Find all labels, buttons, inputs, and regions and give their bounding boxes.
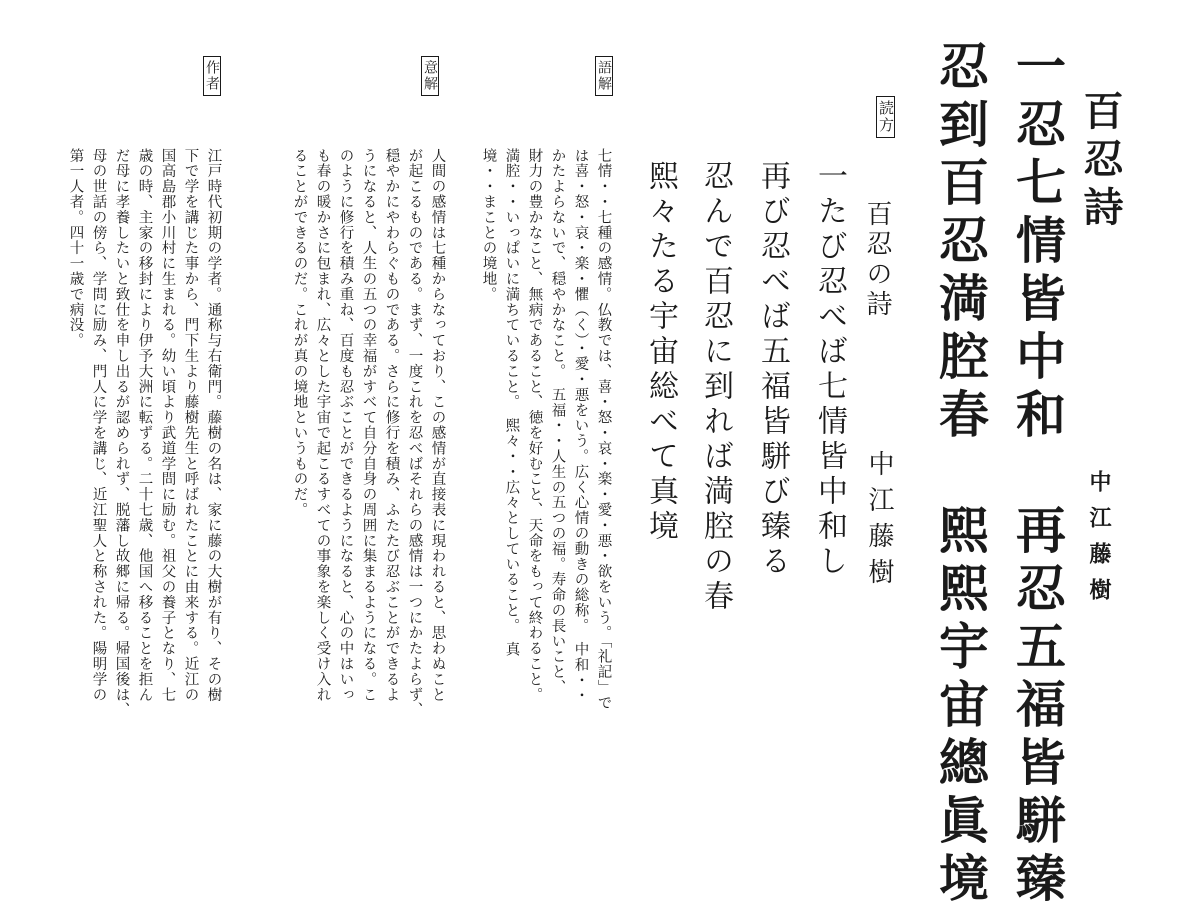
reading-heading: 読方: [876, 96, 895, 138]
meaning-heading: 意解: [421, 56, 439, 96]
poem-line-1: 一忍七情皆中和 再忍五福皆駢臻: [1008, 40, 1067, 910]
reading-line: 熙々たる宇宙総べて真境: [643, 160, 678, 545]
glossary-line: 満腔・・いっぱいに満ちていること。 熙々・・広々としていること。 真: [503, 148, 520, 658]
author-bio-line: 江戸時代初期の学者。通称与右衛門。藤樹の名は、家に藤の大樹が有り、その樹: [205, 148, 222, 703]
reading-line: 忍んで百忍に到れば満腔の春: [698, 160, 733, 615]
glossary-heading: 語解: [595, 56, 613, 96]
glossary-line: 財力の豊かなこと、無病であること、徳を好むこと、天命をもって終わること。: [526, 148, 543, 703]
author-bio-line: 母の世話の傍ら、学問に励み、門人に学を講じ、近江聖人と称された。陽明学の: [90, 148, 107, 703]
author-bio-line: 国高島郡小川村に生まれる。幼い頃より武道学問に励む。祖父の養子となり、七: [159, 148, 176, 703]
meaning-line: のように修行を積み重ね、百度も忍ぶことができるようになると、心の中はいっ: [337, 148, 354, 703]
meaning-line: うになると、人生の五つの幸福がすべて自分自身の周囲に集まるようになる。こ: [360, 148, 377, 703]
poem-title: 百忍詩: [1077, 90, 1124, 234]
reading-line: 再び忍べば五福皆駢び臻る: [755, 160, 790, 580]
author-bio-heading: 作者: [203, 56, 221, 96]
author-bio-line: だ母に孝養したいと致仕を申し出るが認められず、脱藩し故郷に帰る。帰国後は、: [113, 148, 130, 718]
meaning-line: ることができるのだ。これが真の境地というものだ。: [291, 148, 308, 518]
poem-line-2: 忍到百忍満腔春 熙熙宇宙總眞境: [931, 40, 990, 910]
reading-author: 中江藤樹: [864, 450, 894, 594]
meaning-line: が起こるものである。まず、一度これを忍べばそれらの感情は一つにかたよらず、: [406, 148, 423, 718]
glossary-line: は喜・怒・哀・楽・懼（く）・愛・悪をいう。広く心情の動きの総称。 中和・・: [572, 148, 589, 704]
glossary-line: 七情・・七種の感情。仏教では、喜・怒・哀・楽・愛・悪・欲をいう。「礼記」で: [595, 148, 612, 711]
meaning-line: 人間の感情は七種からなっており、この感情が直接表に現われると、思わぬこと: [429, 148, 446, 703]
poem-author: 中江藤樹: [1086, 470, 1112, 614]
author-bio-line: 下で学を講じた事から、門下生より藤樹先生と呼ばれたことに由来する。近江の: [182, 148, 199, 703]
author-bio-line: 第一人者。四十一歳で病没。: [67, 148, 84, 349]
reading-title: 百忍の詩: [862, 200, 892, 320]
meaning-line: 穏やかにやわらぐものである。さらに修行を積み、ふたたび忍ぶことができるよ: [383, 148, 400, 703]
meaning-line: も春の暖かさに包まれ、広々とした宇宙で起こるすべての事象を楽しく受け入れ: [314, 148, 331, 703]
reading-line: 一たび忍べば七情皆中和し: [812, 160, 847, 580]
author-bio-line: 歳の時、主家の移封により伊予大洲に転ずる。二十七歳、他国へ移ることを拒ん: [136, 148, 153, 703]
glossary-line: 境・・まことの境地。: [480, 148, 497, 302]
glossary-line: かたよらないで、穏やかなこと。 五福・・人生の五つの福。寿命の長いこと、: [549, 148, 566, 696]
